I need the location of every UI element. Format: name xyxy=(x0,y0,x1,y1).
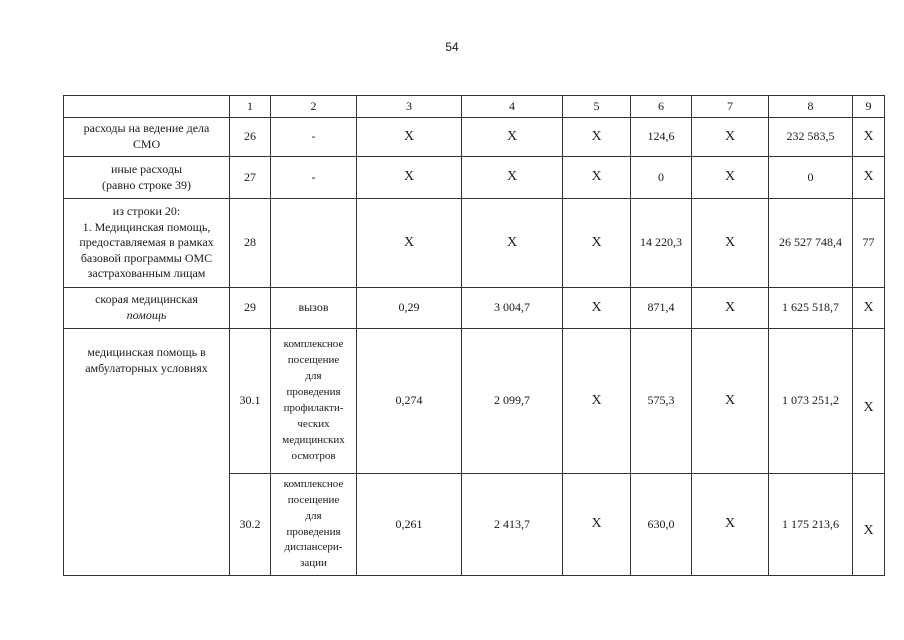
cell-col8: 1 073 251,2 xyxy=(769,329,853,474)
unit-line: медицинских xyxy=(282,433,345,446)
cell-col8: 1 175 213,6 xyxy=(769,474,853,576)
cell-col6: 871,4 xyxy=(631,288,692,329)
cell-col3: 0,274 xyxy=(357,329,462,474)
desc-line: расходы на ведение дела xyxy=(83,121,210,136)
desc-line: застрахованным лицам xyxy=(87,266,206,281)
cell-col7: X xyxy=(692,329,769,474)
desc-line: предоставляемая в рамках xyxy=(79,235,214,250)
cell-col5: X xyxy=(563,199,631,288)
cell-col5: X xyxy=(563,288,631,329)
cell-col9: X xyxy=(853,118,885,157)
header-cell-7: 7 xyxy=(692,96,769,118)
row-description xyxy=(64,118,230,157)
cell-col3: 0,29 xyxy=(357,288,462,329)
cell-col7: X xyxy=(692,118,769,157)
cell-unit xyxy=(271,199,357,288)
cell-col3: X xyxy=(357,118,462,157)
row-code: 28 xyxy=(230,199,271,288)
unit-line: осмотров xyxy=(291,449,336,462)
desc-line: помощь xyxy=(126,308,167,322)
cell-col3: X xyxy=(357,157,462,199)
unit-line: посещение xyxy=(287,493,340,506)
desc-line: СМО xyxy=(132,137,161,151)
header-cell-3: 3 xyxy=(357,96,462,118)
cell-col4: X xyxy=(462,199,563,288)
cell-col8: 232 583,5 xyxy=(769,118,853,157)
unit-line: комплексное xyxy=(283,477,344,490)
desc-line: амбулаторных условиях xyxy=(85,360,208,375)
header-cell-5: 5 xyxy=(563,96,631,118)
row-code: 30.2 xyxy=(230,474,271,576)
cell-col7: X xyxy=(692,474,769,576)
row-description xyxy=(64,288,230,329)
cell-col8: 26 527 748,4 xyxy=(769,199,853,288)
cell-col4: 2 099,7 xyxy=(462,329,563,474)
unit-line: посещение xyxy=(287,354,340,367)
unit-line: профилакти- xyxy=(283,402,344,414)
desc-line: базовой программы ОМС xyxy=(80,250,213,265)
header-cell-1: 1 xyxy=(230,96,271,118)
cell-col6: 0 xyxy=(631,157,692,199)
cell-col3: 0,261 xyxy=(357,474,462,576)
header-cell-desc xyxy=(64,96,230,118)
row-code: 30.1 xyxy=(230,329,271,474)
data-table xyxy=(63,95,885,576)
cell-col4: 3 004,7 xyxy=(462,288,563,329)
header-cell-4: 4 xyxy=(462,96,563,118)
unit-line: проведения xyxy=(286,386,341,399)
cell-col8: 1 625 518,7 xyxy=(769,288,853,329)
page-number: 54 xyxy=(445,40,459,54)
cell-unit xyxy=(271,329,357,474)
cell-col3: X xyxy=(357,199,462,288)
cell-col6: 630,0 xyxy=(631,474,692,576)
cell-col9: 77 xyxy=(853,199,885,288)
cell-col9: X xyxy=(853,288,885,329)
table-row xyxy=(64,199,885,288)
cell-col4: X xyxy=(462,118,563,157)
header-row xyxy=(64,96,885,118)
cell-col7: X xyxy=(692,199,769,288)
cell-col5: X xyxy=(563,329,631,474)
header-cell-2: 2 xyxy=(271,96,357,118)
row-description xyxy=(64,199,230,288)
unit-line: зации xyxy=(300,557,327,570)
unit-line: диспансери- xyxy=(284,541,343,554)
table-row xyxy=(64,288,885,329)
row-code: 27 xyxy=(230,157,271,199)
row-code: 29 xyxy=(230,288,271,329)
cell-col5: X xyxy=(563,118,631,157)
cell-col4: 2 413,7 xyxy=(462,474,563,576)
cell-col4: X xyxy=(462,157,563,199)
unit-line: для xyxy=(305,509,322,522)
cell-col7: X xyxy=(692,157,769,199)
cell-col9: X xyxy=(853,157,885,199)
desc-line: из строки 20: xyxy=(112,204,181,219)
cell-unit: вызов xyxy=(271,288,357,329)
row-code: 26 xyxy=(230,118,271,157)
desc-line: иные расходы xyxy=(110,161,183,176)
header-cell-8: 8 xyxy=(769,96,853,118)
cell-col9: X xyxy=(853,329,885,474)
cell-col6: 124,6 xyxy=(631,118,692,157)
table-row xyxy=(64,329,885,474)
header-cell-9: 9 xyxy=(853,96,885,118)
unit-line: ческих xyxy=(297,417,330,430)
cell-col9: X xyxy=(853,474,885,576)
cell-unit: - xyxy=(271,118,357,157)
unit-line: проведения xyxy=(286,525,341,538)
cell-unit xyxy=(271,474,357,576)
row-description xyxy=(64,157,230,199)
unit-line: комплексное xyxy=(283,338,344,351)
cell-col5: X xyxy=(563,157,631,199)
cell-col8: 0 xyxy=(769,157,853,199)
table-row xyxy=(64,118,885,157)
cell-col5: X xyxy=(563,474,631,576)
cell-col6: 575,3 xyxy=(631,329,692,474)
table-row xyxy=(64,157,885,199)
cell-unit: - xyxy=(271,157,357,199)
unit-line: для xyxy=(305,370,322,383)
desc-line: скорая медицинская xyxy=(95,292,198,307)
desc-line: медицинская помощь в xyxy=(87,345,206,359)
cell-col7: X xyxy=(692,288,769,329)
header-cell-6: 6 xyxy=(631,96,692,118)
desc-line: (равно строке 39) xyxy=(102,177,191,192)
cell-col6: 14 220,3 xyxy=(631,199,692,288)
desc-line: 1. Медицинская помощь, xyxy=(82,219,211,234)
row-description xyxy=(64,329,230,576)
